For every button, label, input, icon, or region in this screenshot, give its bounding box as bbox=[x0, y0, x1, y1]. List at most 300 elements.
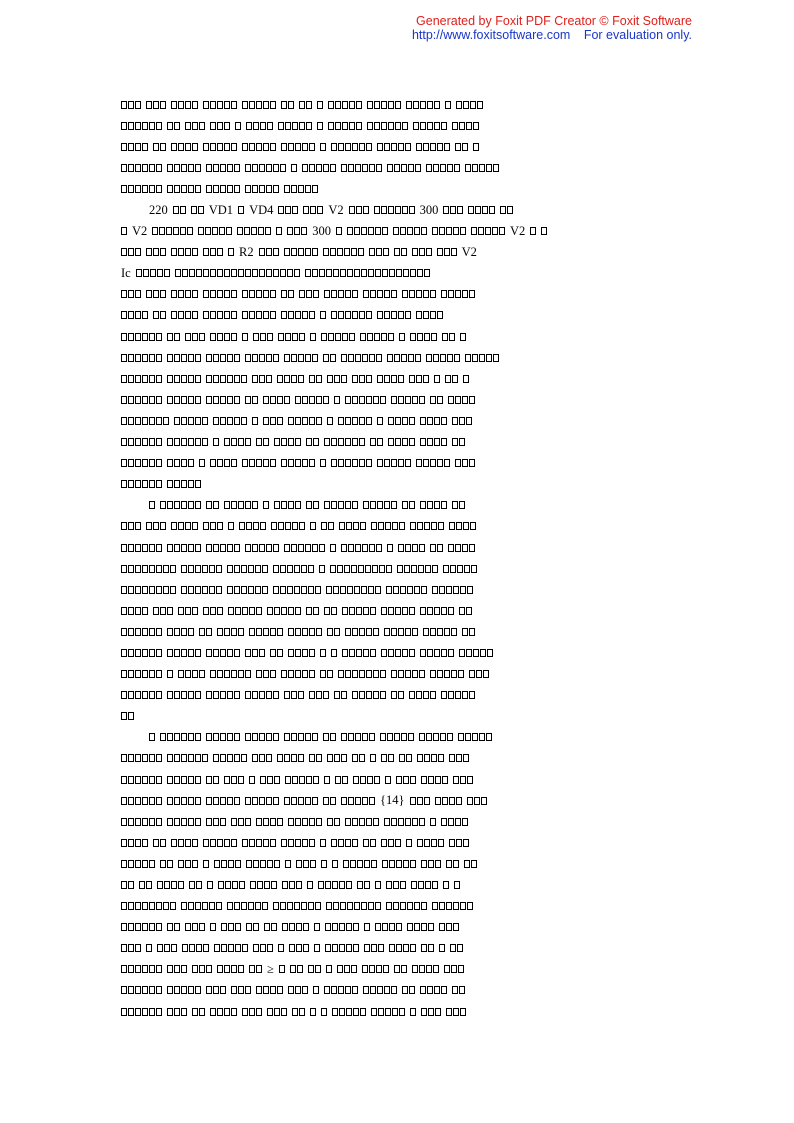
missing-glyph-run bbox=[386, 586, 427, 594]
missing-glyph-run bbox=[213, 754, 247, 762]
missing-glyph-box bbox=[455, 143, 461, 151]
missing-glyph-box bbox=[121, 143, 127, 151]
missing-glyph-box bbox=[171, 143, 177, 151]
missing-glyph-box bbox=[433, 733, 439, 741]
missing-glyph-box bbox=[291, 185, 297, 193]
missing-glyph-run bbox=[323, 354, 336, 362]
missing-glyph-box bbox=[306, 122, 312, 130]
missing-glyph-box bbox=[380, 670, 386, 678]
text-line bbox=[121, 579, 671, 600]
missing-glyph-box bbox=[135, 143, 141, 151]
missing-glyph-box bbox=[334, 691, 340, 699]
missing-glyph-box bbox=[419, 733, 425, 741]
missing-glyph-box bbox=[203, 269, 209, 277]
missing-glyph-box bbox=[359, 311, 365, 319]
missing-glyph-box bbox=[185, 290, 191, 298]
missing-glyph-box bbox=[203, 839, 209, 847]
missing-glyph-box bbox=[121, 965, 127, 973]
missing-glyph-box bbox=[330, 354, 336, 362]
missing-glyph-run bbox=[121, 185, 162, 193]
missing-glyph-box bbox=[395, 417, 401, 425]
missing-glyph-box bbox=[345, 438, 351, 446]
missing-glyph-box bbox=[227, 586, 233, 594]
missing-glyph-box bbox=[270, 459, 276, 467]
missing-glyph-box bbox=[224, 501, 230, 509]
missing-glyph-box bbox=[312, 733, 318, 741]
missing-glyph-box bbox=[341, 164, 347, 172]
missing-glyph-run bbox=[250, 881, 277, 889]
missing-glyph-run bbox=[206, 691, 240, 699]
missing-glyph-box bbox=[288, 311, 294, 319]
missing-glyph-box bbox=[217, 607, 223, 615]
missing-glyph-run bbox=[203, 311, 237, 319]
missing-glyph-run bbox=[121, 797, 162, 805]
missing-glyph-box bbox=[188, 375, 194, 383]
missing-glyph-box bbox=[228, 923, 234, 931]
missing-glyph-box bbox=[423, 290, 429, 298]
missing-glyph-box bbox=[160, 733, 166, 741]
missing-glyph-box bbox=[367, 101, 373, 109]
missing-glyph-box bbox=[224, 333, 230, 341]
missing-glyph-box bbox=[453, 923, 459, 931]
missing-glyph-box bbox=[448, 290, 454, 298]
missing-glyph-box bbox=[199, 965, 205, 973]
missing-glyph-box bbox=[424, 522, 430, 530]
missing-glyph-box bbox=[178, 881, 184, 889]
missing-glyph-box bbox=[352, 754, 358, 762]
missing-glyph-box bbox=[463, 522, 469, 530]
missing-glyph-box bbox=[359, 691, 365, 699]
missing-glyph-box bbox=[121, 860, 127, 868]
missing-glyph-box bbox=[181, 185, 187, 193]
missing-glyph-box bbox=[309, 818, 315, 826]
missing-glyph-box bbox=[403, 269, 409, 277]
missing-glyph-run bbox=[375, 923, 402, 931]
missing-glyph-box bbox=[167, 438, 173, 446]
missing-glyph-run bbox=[281, 143, 315, 151]
missing-glyph-box bbox=[288, 417, 294, 425]
missing-glyph-box bbox=[220, 417, 226, 425]
missing-glyph-box bbox=[415, 164, 421, 172]
text-line bbox=[121, 621, 671, 642]
missing-glyph-box bbox=[256, 143, 262, 151]
missing-glyph-box bbox=[437, 459, 443, 467]
missing-glyph-box bbox=[456, 797, 462, 805]
missing-glyph-box bbox=[357, 881, 363, 889]
missing-glyph-box bbox=[288, 986, 294, 994]
missing-glyph-run bbox=[420, 438, 447, 446]
missing-glyph-box bbox=[121, 586, 127, 594]
missing-glyph-box bbox=[142, 544, 148, 552]
missing-glyph-box bbox=[258, 227, 264, 235]
missing-glyph-run bbox=[327, 818, 340, 826]
missing-glyph-box bbox=[368, 902, 374, 910]
missing-glyph-box bbox=[310, 1008, 316, 1016]
missing-glyph-box bbox=[195, 649, 201, 657]
missing-glyph-box bbox=[128, 923, 134, 931]
missing-glyph-box bbox=[434, 986, 440, 994]
missing-glyph-box bbox=[178, 860, 184, 868]
missing-glyph-box bbox=[195, 375, 201, 383]
missing-glyph-box bbox=[135, 396, 141, 404]
missing-glyph-box bbox=[377, 143, 383, 151]
missing-glyph-box bbox=[316, 818, 322, 826]
missing-glyph-box bbox=[450, 944, 456, 952]
missing-glyph-box bbox=[273, 185, 279, 193]
missing-glyph-box bbox=[427, 649, 433, 657]
missing-glyph-box bbox=[142, 965, 148, 973]
missing-glyph-run bbox=[121, 649, 162, 657]
missing-glyph-box bbox=[231, 839, 237, 847]
missing-glyph-box bbox=[376, 164, 382, 172]
missing-glyph-box bbox=[128, 881, 134, 889]
missing-glyph-box bbox=[260, 522, 266, 530]
missing-glyph-box bbox=[370, 839, 376, 847]
missing-glyph-run bbox=[178, 670, 205, 678]
missing-glyph-box bbox=[167, 733, 173, 741]
missing-glyph-run bbox=[121, 628, 162, 636]
missing-glyph-box bbox=[489, 206, 495, 214]
missing-glyph-box bbox=[185, 839, 191, 847]
missing-glyph-box bbox=[353, 522, 359, 530]
missing-glyph-box bbox=[188, 501, 194, 509]
missing-glyph-box bbox=[121, 1008, 127, 1016]
missing-glyph-box bbox=[195, 691, 201, 699]
missing-glyph-box bbox=[402, 501, 408, 509]
missing-glyph-box bbox=[439, 227, 445, 235]
missing-glyph-box bbox=[189, 944, 195, 952]
missing-glyph-box bbox=[142, 438, 148, 446]
missing-glyph-box bbox=[241, 375, 247, 383]
missing-glyph-box bbox=[264, 923, 270, 931]
missing-glyph-box bbox=[392, 1008, 398, 1016]
missing-glyph-box bbox=[339, 522, 345, 530]
missing-glyph-box bbox=[362, 797, 368, 805]
missing-glyph-box bbox=[382, 923, 388, 931]
missing-glyph-run bbox=[264, 923, 277, 931]
missing-glyph-box bbox=[366, 691, 372, 699]
missing-glyph-box bbox=[210, 290, 216, 298]
missing-glyph-box bbox=[259, 248, 265, 256]
missing-glyph-box bbox=[362, 164, 368, 172]
missing-glyph-run bbox=[290, 965, 303, 973]
missing-glyph-box bbox=[405, 459, 411, 467]
missing-glyph-box bbox=[448, 649, 454, 657]
missing-glyph-box bbox=[446, 902, 452, 910]
missing-glyph-box bbox=[288, 607, 294, 615]
missing-glyph-box bbox=[182, 269, 188, 277]
missing-glyph-run bbox=[416, 311, 443, 319]
missing-glyph-box bbox=[135, 354, 141, 362]
missing-glyph-box bbox=[128, 417, 134, 425]
missing-glyph-box bbox=[362, 354, 368, 362]
text-fragment: 300 bbox=[419, 202, 439, 217]
missing-glyph-run bbox=[146, 248, 166, 256]
missing-glyph-box bbox=[349, 206, 355, 214]
missing-glyph-box bbox=[188, 776, 194, 784]
missing-glyph-box bbox=[281, 101, 287, 109]
missing-glyph-box bbox=[324, 290, 330, 298]
missing-glyph-box bbox=[398, 628, 404, 636]
missing-glyph-box bbox=[271, 923, 277, 931]
missing-glyph-box bbox=[467, 776, 473, 784]
missing-glyph-box bbox=[296, 923, 302, 931]
missing-glyph-box bbox=[146, 881, 152, 889]
missing-glyph-box bbox=[252, 375, 258, 383]
missing-glyph-run bbox=[171, 311, 198, 319]
missing-glyph-run bbox=[306, 438, 319, 446]
missing-glyph-box bbox=[340, 586, 346, 594]
missing-glyph-run bbox=[167, 818, 201, 826]
missing-glyph-box bbox=[128, 375, 134, 383]
missing-glyph-box bbox=[360, 1008, 366, 1016]
missing-glyph-box bbox=[440, 733, 446, 741]
missing-glyph-box bbox=[341, 375, 347, 383]
missing-glyph-box bbox=[430, 459, 436, 467]
missing-glyph-box bbox=[167, 480, 173, 488]
missing-glyph-box bbox=[324, 986, 330, 994]
missing-glyph-run bbox=[167, 354, 201, 362]
missing-glyph-box bbox=[167, 396, 173, 404]
missing-glyph-box bbox=[185, 860, 191, 868]
missing-glyph-run bbox=[349, 206, 369, 214]
missing-glyph-box bbox=[252, 417, 258, 425]
missing-glyph-box bbox=[263, 396, 269, 404]
missing-glyph-box bbox=[312, 185, 318, 193]
missing-glyph-box bbox=[346, 1008, 352, 1016]
text-line bbox=[121, 959, 671, 980]
missing-glyph-box bbox=[451, 248, 457, 256]
missing-glyph-run bbox=[321, 1008, 327, 1016]
missing-glyph-run bbox=[426, 164, 460, 172]
missing-glyph-run bbox=[327, 375, 347, 383]
missing-glyph-run bbox=[377, 417, 383, 425]
missing-glyph-box bbox=[245, 797, 251, 805]
missing-glyph-run bbox=[341, 797, 375, 805]
missing-glyph-box bbox=[142, 375, 148, 383]
missing-glyph-box bbox=[454, 354, 460, 362]
missing-glyph-run bbox=[167, 986, 201, 994]
missing-glyph-box bbox=[181, 586, 187, 594]
missing-glyph-box bbox=[171, 311, 177, 319]
missing-glyph-run bbox=[326, 902, 381, 910]
missing-glyph-box bbox=[284, 354, 290, 362]
missing-glyph-box bbox=[355, 164, 361, 172]
missing-glyph-box bbox=[239, 522, 245, 530]
missing-glyph-box bbox=[356, 649, 362, 657]
missing-glyph-box bbox=[220, 818, 226, 826]
missing-glyph-run bbox=[278, 944, 284, 952]
missing-glyph-box bbox=[466, 417, 472, 425]
missing-glyph-box bbox=[224, 290, 230, 298]
missing-glyph-run bbox=[331, 143, 372, 151]
missing-glyph-box bbox=[192, 143, 198, 151]
missing-glyph-box bbox=[331, 607, 337, 615]
missing-glyph-box bbox=[142, 691, 148, 699]
missing-glyph-box bbox=[217, 143, 223, 151]
missing-glyph-box bbox=[171, 881, 177, 889]
missing-glyph-box bbox=[377, 438, 383, 446]
missing-glyph-box bbox=[334, 628, 340, 636]
missing-glyph-box bbox=[171, 248, 177, 256]
missing-glyph-box bbox=[337, 965, 343, 973]
missing-glyph-box bbox=[373, 670, 379, 678]
missing-glyph-run bbox=[242, 143, 276, 151]
missing-glyph-run bbox=[245, 649, 265, 657]
text-fragment: V2 bbox=[510, 223, 526, 238]
missing-glyph-box bbox=[441, 986, 447, 994]
missing-glyph-box bbox=[195, 354, 201, 362]
missing-glyph-run bbox=[364, 944, 384, 952]
missing-glyph-box bbox=[128, 480, 134, 488]
missing-glyph-box bbox=[409, 206, 415, 214]
missing-glyph-box bbox=[370, 290, 376, 298]
missing-glyph-box bbox=[420, 417, 426, 425]
missing-glyph-run bbox=[326, 586, 381, 594]
missing-glyph-box bbox=[402, 122, 408, 130]
missing-glyph-box bbox=[203, 607, 209, 615]
missing-glyph-box bbox=[188, 818, 194, 826]
missing-glyph-box bbox=[277, 649, 283, 657]
text-line bbox=[121, 642, 671, 663]
missing-glyph-run bbox=[221, 923, 241, 931]
missing-glyph-box bbox=[284, 544, 290, 552]
missing-glyph-run bbox=[411, 881, 438, 889]
missing-glyph-box bbox=[363, 206, 369, 214]
missing-glyph-box bbox=[342, 776, 348, 784]
missing-glyph-box bbox=[324, 607, 330, 615]
missing-glyph-run bbox=[391, 396, 425, 404]
missing-glyph-box bbox=[371, 1008, 377, 1016]
missing-glyph-run bbox=[465, 164, 499, 172]
missing-glyph-run bbox=[412, 965, 439, 973]
missing-glyph-box bbox=[255, 586, 261, 594]
missing-glyph-box bbox=[195, 586, 201, 594]
missing-glyph-box bbox=[242, 944, 248, 952]
missing-glyph-box bbox=[285, 333, 291, 341]
missing-glyph-run bbox=[121, 860, 155, 868]
missing-glyph-box bbox=[241, 902, 247, 910]
missing-glyph-run bbox=[338, 417, 372, 425]
missing-glyph-box bbox=[178, 839, 184, 847]
missing-glyph-box bbox=[305, 185, 311, 193]
missing-glyph-box bbox=[359, 417, 365, 425]
missing-glyph-box bbox=[195, 902, 201, 910]
missing-glyph-box bbox=[239, 881, 245, 889]
missing-glyph-run bbox=[435, 797, 462, 805]
missing-glyph-box bbox=[301, 227, 307, 235]
missing-glyph-box bbox=[312, 544, 318, 552]
missing-glyph-run bbox=[416, 143, 450, 151]
missing-glyph-box bbox=[226, 227, 232, 235]
missing-glyph-run bbox=[369, 248, 389, 256]
missing-glyph-box bbox=[245, 544, 251, 552]
missing-glyph-run bbox=[331, 839, 358, 847]
missing-glyph-box bbox=[441, 438, 447, 446]
missing-glyph-box bbox=[305, 797, 311, 805]
missing-glyph-box bbox=[386, 881, 392, 889]
missing-glyph-box bbox=[121, 290, 127, 298]
missing-glyph-box bbox=[224, 438, 230, 446]
missing-glyph-box bbox=[294, 565, 300, 573]
missing-glyph-box bbox=[296, 881, 302, 889]
missing-glyph-box bbox=[366, 143, 372, 151]
missing-glyph-run bbox=[167, 797, 201, 805]
missing-glyph-box bbox=[391, 375, 397, 383]
missing-glyph-box bbox=[412, 396, 418, 404]
missing-glyph-box bbox=[135, 607, 141, 615]
missing-glyph-box bbox=[308, 586, 314, 594]
missing-glyph-box bbox=[288, 628, 294, 636]
missing-glyph-box bbox=[206, 733, 212, 741]
missing-glyph-run bbox=[377, 375, 404, 383]
missing-glyph-box bbox=[375, 902, 381, 910]
missing-glyph-box bbox=[344, 248, 350, 256]
missing-glyph-run bbox=[399, 754, 412, 762]
missing-glyph-run bbox=[281, 839, 315, 847]
missing-glyph-box bbox=[374, 101, 380, 109]
missing-glyph-box bbox=[209, 586, 215, 594]
missing-glyph-box bbox=[149, 1008, 155, 1016]
missing-glyph-box bbox=[170, 565, 176, 573]
missing-glyph-run bbox=[387, 544, 393, 552]
missing-glyph-box bbox=[270, 649, 276, 657]
missing-glyph-box bbox=[366, 417, 372, 425]
missing-glyph-box bbox=[447, 733, 453, 741]
missing-glyph-box bbox=[288, 438, 294, 446]
missing-glyph-box bbox=[291, 354, 297, 362]
missing-glyph-box bbox=[195, 754, 201, 762]
foxit-watermark bbox=[332, 14, 692, 42]
missing-glyph-box bbox=[402, 417, 408, 425]
text-line bbox=[121, 790, 671, 811]
missing-glyph-box bbox=[369, 797, 375, 805]
missing-glyph-box bbox=[234, 396, 240, 404]
missing-glyph-run bbox=[419, 733, 453, 741]
missing-glyph-box bbox=[318, 881, 324, 889]
missing-glyph-box bbox=[391, 628, 397, 636]
missing-glyph-box bbox=[231, 438, 237, 446]
missing-glyph-box bbox=[220, 544, 226, 552]
missing-glyph-box bbox=[338, 311, 344, 319]
watermark-url-link[interactable]: http://www.foxitsoftware.com bbox=[411, 28, 571, 42]
missing-glyph-box bbox=[414, 227, 420, 235]
missing-glyph-box bbox=[185, 101, 191, 109]
missing-glyph-box bbox=[346, 881, 352, 889]
missing-glyph-box bbox=[170, 586, 176, 594]
missing-glyph-box bbox=[377, 311, 383, 319]
missing-glyph-box bbox=[381, 649, 387, 657]
missing-glyph-box bbox=[306, 607, 312, 615]
missing-glyph-run bbox=[242, 311, 276, 319]
missing-glyph-box bbox=[420, 501, 426, 509]
missing-glyph-run bbox=[198, 227, 232, 235]
missing-glyph-box bbox=[234, 586, 240, 594]
missing-glyph-box bbox=[192, 860, 198, 868]
missing-glyph-run bbox=[263, 417, 283, 425]
missing-glyph-box bbox=[128, 311, 134, 319]
missing-glyph-box bbox=[345, 818, 351, 826]
missing-glyph-run bbox=[278, 333, 305, 341]
missing-glyph-box bbox=[231, 333, 237, 341]
missing-glyph-box bbox=[273, 164, 279, 172]
missing-glyph-box bbox=[181, 818, 187, 826]
missing-glyph-box bbox=[466, 649, 472, 657]
missing-glyph-run bbox=[121, 311, 148, 319]
missing-glyph-box bbox=[356, 206, 362, 214]
missing-glyph-box bbox=[246, 522, 252, 530]
missing-glyph-box bbox=[206, 649, 212, 657]
